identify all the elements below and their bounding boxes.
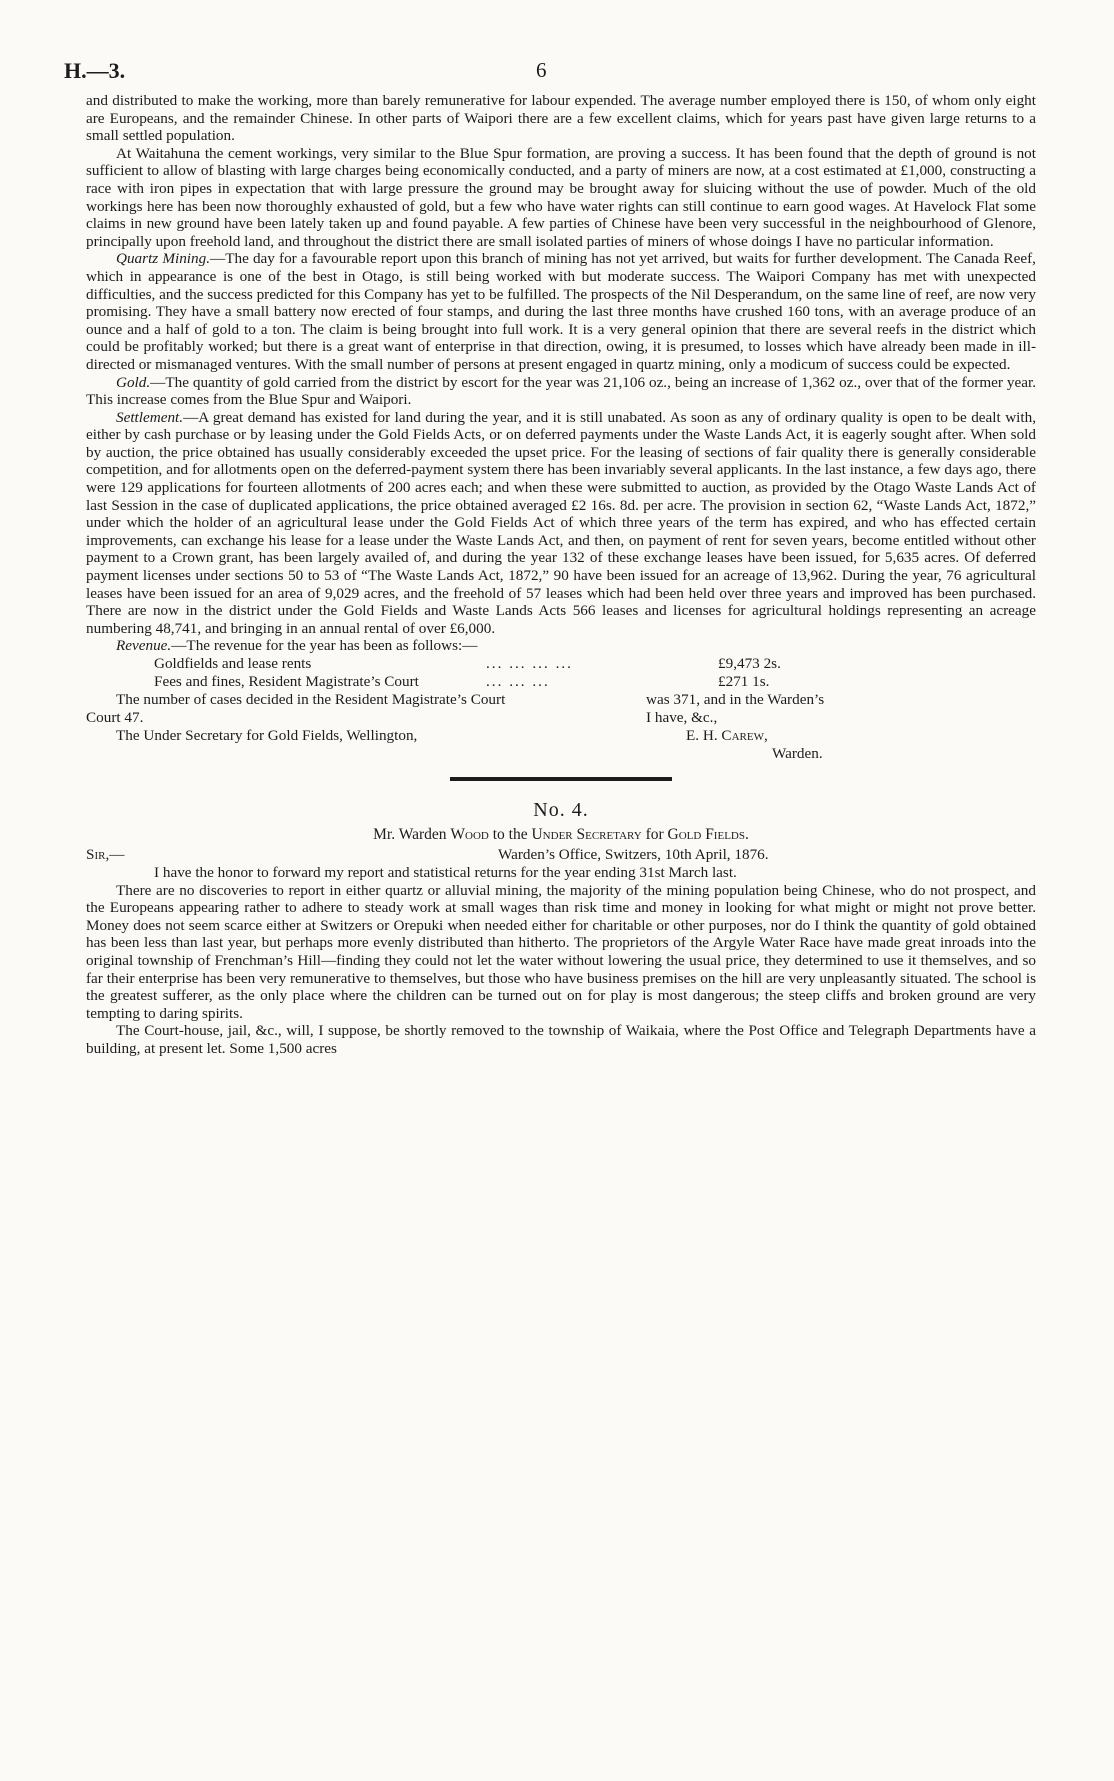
closing-formula: I have, &c., (646, 709, 718, 726)
revenue-row-leader: ... ... ... ... (486, 655, 573, 672)
paragraph-gold (86, 374, 1036, 409)
revenue-row-label: Goldfields and lease rents (154, 655, 312, 672)
revenue-row-amount: £271 1s. (718, 673, 770, 690)
page-number: 6 (536, 58, 547, 82)
gold-text: —The quantity of gold carried from the district by escort for the year was 21,106 oz., being an increase of 1,362 oz., over that of the former year. This increase comes from the Blue Spur and Waipori. (86, 373, 1036, 409)
cases-court-count: Court 47. (86, 709, 144, 726)
letter-paragraph-courthouse: The Court-house, jail, &c., will, I suppose, be shortly removed to the township of Waikaia, where the Post Office and Telegraph Departments have a building, at present let. Some 1,500 acres (86, 1022, 1036, 1057)
running-head (64, 58, 1036, 92)
signatory: E. H. Carew, (686, 727, 768, 744)
settlement-text: —A great demand has existed for land during the year, and it is still unabated. As soon as any of ordinary quality is open to be dealt with, either by cash purchase or by leasing under the Gold Fields Acts, or on deferred payments under the Waste Lands Act, it is eagerly sought after. When sold by auction, the price obtained has usually considerably exceeded the upset price. For the leasing of sections of fair quality there is generally considerable competition, and for allotments open on the deferred-payment system there has been invariably several applicants. In the last instance, a few days ago, there were 129 applications for fourteen allotments of 200 acres each; and when these were submitted to auction, as provided by the Otago Waste Lands Act of last Session in the case of duplicated applications, the price obtained averaged £2 16s. 8d. per acre. The provision in section 62, “Waste Lands Act, 1872,” under which the holder of an agricultural lease under the Gold Fields Act of which three years of the term has expired, and who has effected certain improvements, can exchange his lease for a lease under the Waste Lands Act, and then, on payment of rent for seven years, become entitled without other payment to a Crown grant, has been largely availed of, and during the year 132 of these exchange leases have been issued, for 5,635 acres. Of deferred payment licenses under sections 50 to 53 of “The Waste Lands Act, 1872,” 90 have been issued for an acreage of 13,962. During the year, 76 agricultural leases have been issued for an area of 9,029 acres, and the freehold of 57 leases which had been held over three years and improved has been purchased. There are now in the district under the Gold Fields and Waste Lands Acts 566 leases and licenses for agricultural holdings representing an acreage numbering 48,741, and bringing in an annual rental of over £6,000. (86, 408, 1036, 637)
cases-text: The number of cases decided in the Resident Magistrate’s Court (116, 691, 506, 708)
revenue-row (86, 655, 1036, 673)
revenue-text: —The revenue for the year has been as follows:— (171, 637, 478, 655)
paragraph-quartz-mining (86, 250, 1036, 373)
quartz-mining-text: —The day for a favourable report upon this branch of mining has not yet arrived, but waits for further development. The Canada Reef, which in appearance is one of the best in Otago, is still being worked with but moderate success. The Waipori Company has met with unexpected difficulties, and the success predicted for this Company has yet to be fulfilled. The prospects of the Nil Desperandum, on the same line of reef, are now very promising. They have a small battery now erected of four stamps, and during the last three months have crushed 160 tons, with an average produce of an ounce and a half of gold to a ton. The claim is being brought into full work. It is a very general opinion that there are several reefs in the district which could be profitably worked; but there is a great want of enterprise in that direction, owing, it is presumed, to losses which have already been made in ill-directed or mismanaged ventures. With the small number of persons at present engaged in quartz mining, only a modicum of success could be expected. (86, 250, 1036, 373)
revenue-row-leader: ... ... ... (486, 673, 550, 690)
revenue-row-label: Fees and fines, Resident Magistrate’s Court (154, 673, 419, 690)
paragraph-settlement (86, 409, 1036, 638)
letter-paragraph-intro: I have the honor to forward my report and statistical returns for the year ending 31st March last. (154, 864, 737, 881)
cases-line-2 (86, 709, 1036, 727)
section-divider (450, 777, 672, 781)
quartz-mining-heading: Quartz Mining. (116, 250, 211, 268)
addressee: The Under Secretary for Gold Fields, Wellington, (116, 727, 418, 744)
letter-paragraph-discoveries: There are no discoveries to report in either quartz or alluvial mining, the majority of the mining population being Chinese, who do not prospect, and the Europeans appearing rather to adhere to steady work at small wages than risk time and money in looking for what might or might not prove better. Money does not seem scarce either at Switzers or Orepuki when needed either for charitable or other purposes, nor do I think the quantity of gold obtained has been less than last year, but perhaps more evenly distributed than hitherto. The proprietors of the Argyle Water Race have made great inroads into the original township of Frenchman’s Hill—finding they could not let the water without lowering the usual price, they determined to use it themselves, and so far their enterprise has been very remunerative to themselves, but those who have business premises on the hill are very unpleasantly situated. The school is the greatest sufferer, as the only place where the children can be turned out on for play is most dangerous; the steep cliffs and broken ground are very tempting to daring spirits. (86, 881, 1036, 1022)
salutation-line (86, 846, 1036, 864)
revenue-row (86, 673, 1036, 691)
paragraph-revenue (86, 637, 1036, 655)
revenue-heading: Revenue. (116, 637, 172, 655)
paragraph-waitahuna: At Waitahuna the cement workings, very similar to the Blue Spur formation, are proving a success. It has been found that the depth of ground is not sufficient to allow of blasting with large charges being economically conducted, and a party of miners are now, at a cost estimated at £1,000, constructing a race with iron pipes in expectation that with large pressure the ground may be brought away for sluicing without the use of powder. Much of the old workings here has been now thoroughly exhausted of gold, but a few who have water rights can still continue to earn good wages. At Havelock Flat some claims in new ground have been lately taken up and found payable. A few parties of Chinese have been very successful in the neighbourhood of Glenore, principally upon freehold land, and throughout the district there are small isolated parties of miners of whose doings I have no particular information. (86, 144, 1036, 250)
settlement-heading: Settlement. (116, 408, 184, 426)
document-reference: H.—3. (64, 58, 126, 83)
document-page (64, 58, 1036, 1058)
letter-heading: Mr. Warden Wood to the Under Secretary for Gold Fields. (373, 826, 749, 843)
paragraph-waipori: and distributed to make the working, more than barely remunerative for labour expended. The average number employed there is 150, of whom only eight are Europeans, and the remainder Chinese. In other parts of Waipori there are a few excellent claims, which for years past have given large returns to a small settled population. (86, 92, 1036, 145)
gold-heading: Gold. (116, 373, 151, 391)
letter-number: No. 4. (533, 799, 589, 821)
cases-line-1 (86, 691, 1036, 709)
revenue-row-amount: £9,473 2s. (718, 655, 781, 672)
signatory-title: Warden. (772, 745, 823, 762)
place-and-date: Warden’s Office, Switzers, 10th April, 1876. (498, 846, 769, 863)
signatory-title-line (86, 745, 1036, 763)
cases-text-continued: was 371, and in the Warden’s (646, 691, 825, 708)
salutation: Sir,— (86, 846, 125, 863)
closing-line (86, 727, 1036, 745)
